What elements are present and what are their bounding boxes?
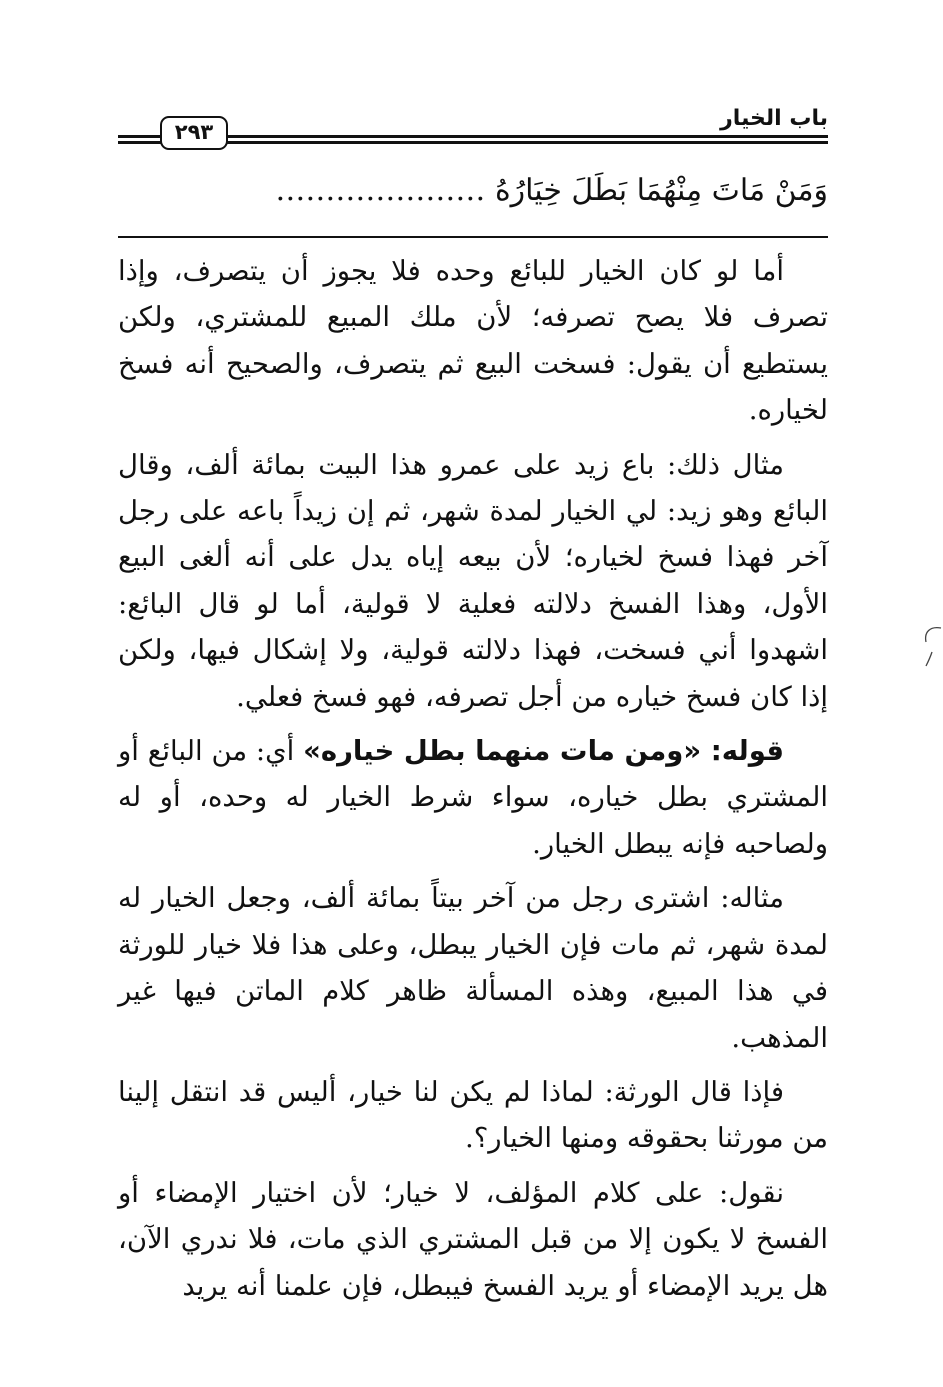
matn-divider [118,236,828,238]
matn-quote [118,170,828,212]
page-number: ٢٩٣ [160,116,228,150]
paragraph-text: مثاله: اشترى رجل من آخر بيتاً بمائة ألف، وجعل الخيار له لمدة شهر، ثم مات فإن الخيار يبطل، وعلى هذا فلا خيار للورثة في هذا المبيع، وهذه المسألة ظاهر كلام الماتن فيها غير المذهب. [118,882,828,1054]
paragraph [118,248,828,434]
paragraph [118,1170,828,1309]
paragraph [118,1069,828,1162]
paragraph [118,875,828,1061]
matn-text: وَمَنْ مَاتَ مِنْهُمَا بَطَلَ خِيَارُهُ [494,173,828,208]
commentary-body [118,248,828,1317]
paragraph [118,728,828,867]
paragraph [118,442,828,720]
matn-dots: ………………… [275,173,486,208]
margin-scan-mark [920,622,942,668]
chapter-title: باب الخيار [720,106,828,131]
paragraph-text: نقول: على كلام المؤلف، لا خيار؛ لأن اختيار الإمضاء أو الفسخ لا يكون إلا من قبل المشتري الذي مات، فلا ندري الآن، هل يريد الإمضاء أو يريد الفسخ فيبطل، فإن علمنا أنه يريد [118,1176,828,1302]
running-header [118,104,828,152]
paragraph-text: أما لو كان الخيار للبائع وحده فلا يجوز أن يتصرف، وإذا تصرف فلا يصح تصرفه؛ لأن ملك المبيع للمشتري، ولكن يستطيع أن يقول: فسخت البيع ثم يتصرف، والصحيح أنه فسخ لخياره. [118,255,828,427]
paragraph-lead-quote: قوله: «ومن مات منهما بطل خياره» [303,735,784,768]
paragraph-text: مثال ذلك: باع زيد على عمرو هذا البيت بمائة ألف، وقال البائع وهو زيد: لي الخيار لمدة شهر، ثم إن زيداً باعه على رجل آخر فهذا فسخ لخياره؛ لأن بيعه إياه يدل على أنه ألغى البيع الأول، وهذا الفسخ دلالته فعلية لا قولية، أما لو قال البائع: اشهدوا أني فسخت، فهذا دلالته قولية، ولا إشكال فيها، ولكن إذا كان فسخ خياره من أجل تصرفه، فهو فسخ فعلي. [118,448,828,713]
paragraph-text: أي: من البائع أو المشتري بطل خياره، سواء شرط الخيار له وحده، أو له ولصاحبه فإنه يبطل الخيار. [118,735,828,860]
paragraph-text: فإذا قال الورثة: لماذا لم يكن لنا خيار، أليس قد انتقل إلينا من مورثنا بحقوقه ومنها الخيار؟. [118,1075,828,1155]
